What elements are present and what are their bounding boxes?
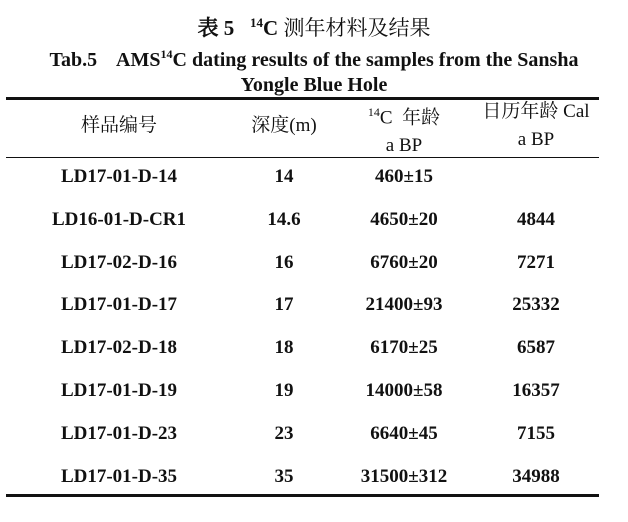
table-row [0,328,628,368]
cell-age: 460±15 [375,166,433,187]
header-cal-label: 日历年龄 Cal [482,101,590,122]
table-row [0,200,628,240]
cell-sample: LD17-01-D-19 [60,380,178,401]
cell-cal-age: 25332 [512,294,560,316]
cell-age: 14000±58 [365,380,443,401]
cell-depth: 35 [274,465,294,487]
cell-cal-age: 16357 [512,380,560,401]
cell-age: 31500±312 [360,465,448,487]
cell-cal-age: 34988 [512,465,560,487]
cell-sample: LD17-02-D-16 [60,251,178,273]
header-age-unit: a BP [385,135,423,157]
header-sample [30,112,208,140]
title-cn-rest: 测年材料及结果 [278,16,431,40]
table-row [0,243,628,283]
header-cal [476,98,596,154]
title-en-superscript: 14 [160,47,173,61]
header-age-line1 [348,98,460,132]
cell-depth: 14 [274,166,294,187]
cell-depth: 17 [274,294,294,316]
header-depth-label: 深度(m) [251,115,317,136]
cell-depth: 14.6 [267,208,301,230]
table-bottom-rule [6,494,599,497]
cell-sample: LD16-01-D-CR1 [51,208,187,230]
table-row [0,285,628,325]
cell-sample: LD17-01-D-17 [60,294,178,316]
title-en-line2: Yongle Blue Hole [240,74,388,96]
table-title-chinese [0,10,628,41]
cell-age: 6640±45 [370,422,438,444]
table-row [0,157,628,197]
cell-cal-age: 7271 [517,251,555,273]
title-cn-prefix: 表 5 [197,16,235,40]
table-row [0,457,628,497]
header-age [348,98,460,160]
cell-depth: 18 [274,337,294,359]
header-cal-unit: a BP [517,129,555,150]
cell-depth: 19 [274,380,294,401]
table-title-english [0,42,628,98]
title-en-line1: C dating results of the samples from the Sansha [172,49,579,71]
cell-depth: 23 [274,422,294,444]
cell-sample: LD17-01-D-35 [60,465,178,487]
title-cn-c: C [263,16,279,40]
title-cn-superscript: 14 [250,15,264,30]
header-sample-label: 样品编号 [80,115,157,136]
table-row [0,414,628,454]
cell-age: 6760±20 [370,251,438,273]
header-age-superscript: 14 [367,105,380,119]
cell-cal-age: 7155 [517,422,555,444]
cell-sample: LD17-01-D-14 [60,166,178,187]
table-row [0,371,628,411]
cell-cal-age: 4844 [517,208,555,230]
title-en-prefix: Tab.5 AMS [49,49,161,71]
cell-cal-age: 6587 [517,337,555,359]
header-age-label: C 年龄 [379,107,441,129]
cell-age: 4650±20 [370,208,438,230]
header-depth [238,112,330,140]
cell-sample: LD17-02-D-18 [60,337,178,359]
cell-depth: 16 [274,251,294,273]
cell-age: 6170±25 [370,337,438,359]
cell-sample: LD17-01-D-23 [60,422,178,444]
cell-age: 21400±93 [365,294,443,316]
